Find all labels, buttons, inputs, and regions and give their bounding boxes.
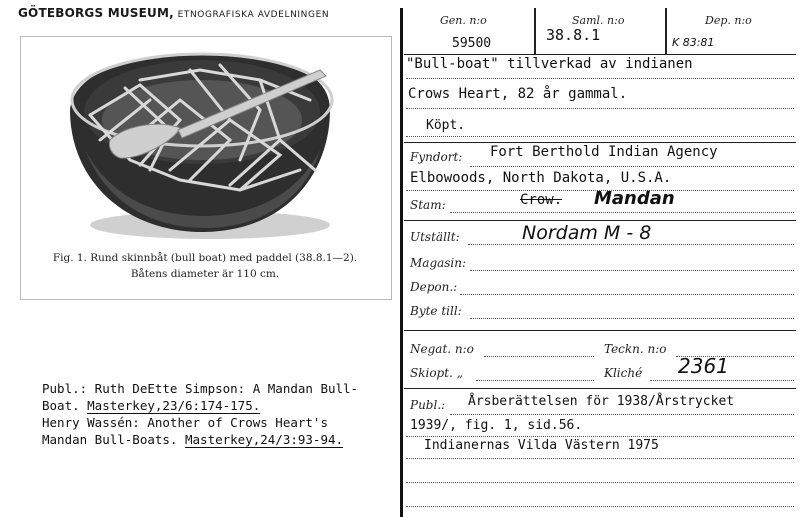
publ-line-4-prefix: Mandan Bull-Boats. <box>42 432 185 447</box>
caption-line-1: Fig. 1. Rund skinnbåt (bull boat) med paddel (38.8.1—2). <box>52 252 358 264</box>
dotted-line <box>450 212 794 213</box>
dotted-line <box>450 414 794 415</box>
dotted-line <box>406 506 794 507</box>
card-left-border <box>400 8 403 517</box>
depon-label: Depon.: <box>410 280 458 294</box>
publ-line-2-prefix: Boat. <box>42 398 88 413</box>
bull-boat-photo <box>30 40 380 245</box>
desc-line-1: "Bull-boat" tillverkad av indianen <box>406 56 693 72</box>
card-publ-line-1: Årsberättelsen för 1938/Årstrycket <box>468 394 735 409</box>
utstallt-value: Nordam M - 8 <box>522 222 652 244</box>
stam-label: Stam: <box>410 198 446 212</box>
utstallt-label: Utställt: <box>410 230 460 244</box>
photo-caption <box>22 250 388 282</box>
fyndort-line-2: Elbowoods, North Dakota, U.S.A. <box>410 170 672 186</box>
card-divider-1 <box>534 8 536 54</box>
fyndort-line-1: Fort Berthold Indian Agency <box>490 144 718 160</box>
publ-line-4-ref: Masterkey,24/3:93-94. <box>185 432 344 447</box>
dotted-line <box>470 166 794 167</box>
dep-label: Dep. n:o <box>705 14 752 27</box>
byte-label: Byte till: <box>410 304 462 318</box>
gen-label: Gen. n:o <box>440 14 487 27</box>
dotted-line <box>406 458 794 459</box>
department-name: ETNOGRAFISKA AVDELNINGEN <box>177 10 330 20</box>
kliche-value: 2361 <box>678 354 729 378</box>
publ-line-1: Publ.: Ruth DeEtte Simpson: A Mandan Bull- <box>42 381 359 396</box>
skiopt-label: Skiopt. „ <box>410 366 463 380</box>
desc-line-3: Köpt. <box>426 118 466 133</box>
saml-label: Saml. n:o <box>572 14 625 27</box>
dotted-line <box>406 78 794 79</box>
caption-line-2: Båtens diameter är 110 cm. <box>130 268 280 280</box>
dotted-line <box>406 436 794 437</box>
publ-line-2-ref: Masterkey,23/6:174-175. <box>87 398 261 413</box>
dotted-line <box>406 136 794 137</box>
saml-value: 38.8.1 <box>546 26 601 44</box>
fyndort-label: Fyndort: <box>410 150 463 164</box>
teckn-label: Teckn. n:o <box>604 342 667 356</box>
publ-line-3: Henry Wassén: Another of Crows Heart's <box>42 415 328 430</box>
dotted-line <box>468 244 794 245</box>
magasin-label: Magasin: <box>410 256 467 270</box>
card-divider-2 <box>665 8 667 54</box>
gen-value: 59500 <box>452 36 492 51</box>
card-publ-label: Publ.: <box>410 398 446 412</box>
museum-name: GÖTEBORGS MUSEUM, <box>18 6 174 20</box>
dotted-line <box>484 356 594 357</box>
stam-value: Mandan <box>594 188 675 209</box>
dotted-line <box>470 318 794 319</box>
rule-2 <box>404 142 796 143</box>
museum-header <box>18 6 329 20</box>
card-publ-line-2: 1939/, fig. 1, sid.56. <box>410 418 583 433</box>
desc-line-2: Crows Heart, 82 år gammal. <box>408 86 628 102</box>
dotted-line <box>470 270 794 271</box>
dotted-line <box>406 482 794 483</box>
negat-label: Negat. n:o <box>410 342 474 356</box>
rule-5 <box>404 388 796 389</box>
dotted-line <box>460 294 794 295</box>
rule-4 <box>404 330 796 331</box>
dotted-line <box>476 380 594 381</box>
kliche-label: Kliché <box>604 366 643 380</box>
dep-value: K 83:81 <box>672 36 715 49</box>
card-publ-line-3: Indianernas Vilda Västern 1975 <box>424 438 659 453</box>
stam-struck: Crow. <box>520 192 563 208</box>
dotted-line <box>650 380 794 381</box>
rule-3 <box>404 220 796 221</box>
rule-1 <box>404 54 796 55</box>
dotted-line <box>406 108 794 109</box>
publication-references <box>42 380 358 448</box>
